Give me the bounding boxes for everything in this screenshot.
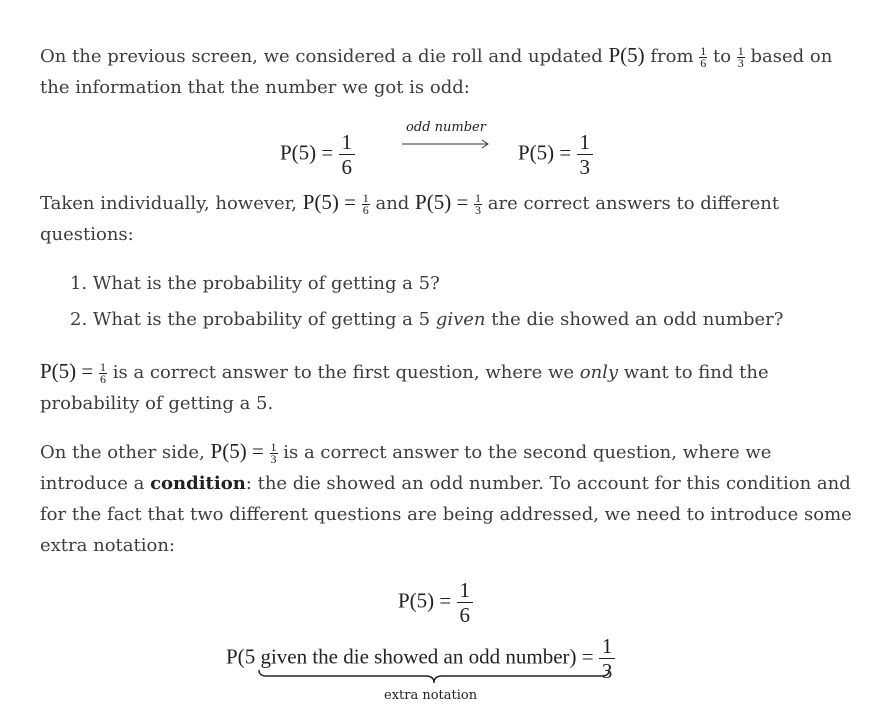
math-p5: P(5) = xyxy=(518,140,572,165)
intro-text: based on the information that the number we got is odd: xyxy=(40,46,833,98)
list-item: 1. What is the probability of getting a 5? xyxy=(70,273,440,294)
math-p5: P(5) xyxy=(608,43,645,67)
right-arrow-icon xyxy=(400,137,492,151)
math-p5: P(5) = xyxy=(210,439,264,463)
fraction-one-third: $\frac{1}{3}$ xyxy=(577,130,594,179)
list-item: 2. What is the probability of getting a 5 given the die showed an odd number? xyxy=(70,309,784,330)
fraction-one-third: $\frac{1}{3}$ xyxy=(475,190,482,217)
display-unconditional xyxy=(398,578,473,627)
fraction-one-sixth: $\frac{1}{6}$ xyxy=(700,43,707,70)
display-right-equation xyxy=(518,130,593,179)
bold-condition: condition xyxy=(150,473,246,494)
intro-text: On the previous screen, we considered a die roll and updated xyxy=(40,46,609,67)
intro-text: from xyxy=(644,46,700,67)
math-p5: P(5) = xyxy=(398,588,452,613)
math-p5: P(5) = xyxy=(415,190,469,214)
conditioning-arrow xyxy=(400,120,492,156)
second-answer-paragraph: On the other side, P(5) = $\frac{1}{3}$ is a correct answer to the second question, where we introduce a condition: the die showed an odd number. To account for this condition and for the fact that two different questions are being addressed, we need to introduce some extra notation: xyxy=(40,439,852,556)
brace-label: extra notation xyxy=(384,688,478,703)
condition-expression: 5 given the die showed an odd number xyxy=(244,644,570,669)
italic-given: given xyxy=(435,309,486,330)
first-answer-paragraph: P(5) = $\frac{1}{6}$ is a correct answer to the first question, where we only want to find the probability of getting a 5. xyxy=(40,359,769,414)
fraction-one-third: $\frac{1}{3}$ xyxy=(599,634,616,683)
fraction-one-third: $\frac{1}{3}$ xyxy=(737,43,744,70)
intro-paragraph xyxy=(40,40,860,103)
intro-text: to xyxy=(707,46,737,67)
arrow-label: odd number xyxy=(406,120,486,135)
math-p5: P(5) = xyxy=(40,359,94,383)
fraction-one-sixth: $\frac{1}{6}$ xyxy=(339,130,356,179)
italic-only: only xyxy=(579,362,619,383)
math-p5: P(5) = xyxy=(302,190,356,214)
fraction-one-sixth: $\frac{1}{6}$ xyxy=(362,190,369,217)
underbrace-icon xyxy=(258,669,610,685)
display-conditional: P(5 given the die showed an odd number) = $\frac{1}{3}$ xyxy=(226,634,615,683)
fraction-one-sixth: $\frac{1}{6}$ xyxy=(100,359,106,386)
fraction-one-third: $\frac{1}{3}$ xyxy=(270,439,277,466)
math-p5: P(5) = xyxy=(280,140,334,165)
display-left-equation xyxy=(280,130,355,179)
individual-paragraph: Taken individually, however, P(5) = $\frac{1}{6}$ and P(5) = $\frac{1}{3}$ are correct answers to different questions: xyxy=(40,190,780,245)
fraction-one-sixth: $\frac{1}{6}$ xyxy=(457,578,474,627)
